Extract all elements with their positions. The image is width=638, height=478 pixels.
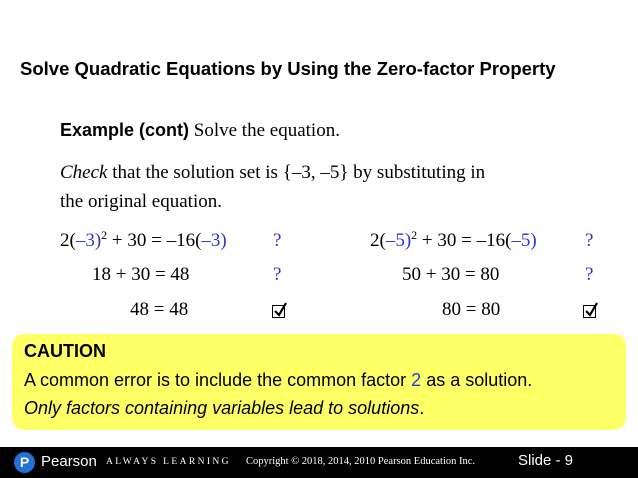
caution-line-2: Only factors containing variables lead to solutions.: [24, 398, 425, 418]
left-equation-2: 18 + 30 = 48: [92, 264, 190, 285]
example-label: Example (cont): [60, 120, 190, 140]
brand-name: Pearson: [41, 453, 97, 470]
right-equation-3: 80 = 80: [442, 299, 501, 320]
slide-title: Solve Quadratic Equations by Using the Zero-factor Property: [20, 58, 556, 79]
left-question-mark-2: ?: [273, 264, 282, 285]
left-equation-1: $2(-3)^2 + 30 = -16(-3)$: [60, 228, 227, 251]
caution-line-1: A common error is to include the common factor 2 as a solution.: [24, 370, 533, 390]
check-line-2: the original equation.: [60, 191, 222, 212]
check-box-icon: [583, 305, 596, 318]
caution-heading: CAUTION: [24, 341, 106, 361]
right-question-mark-2: ?: [585, 264, 594, 285]
left-question-mark-1: ?: [273, 230, 282, 251]
check-word: Check: [60, 162, 108, 183]
check-box-icon: [272, 305, 285, 318]
copyright: Copyright © 2018, 2014, 2010 Pearson Education Inc.: [246, 456, 476, 467]
slide-number: Slide - 9: [518, 452, 574, 469]
logo-letter: P: [19, 454, 30, 470]
left-equation-3: 48 = 48: [130, 299, 189, 320]
example-line: [60, 120, 340, 142]
right-equation-1: $2(-5)^2 + 30 = -16(-5)$: [370, 228, 537, 251]
right-equation-2: 50 + 30 = 80: [402, 264, 500, 285]
check-line-1-rest: that the solution set is {–3, –5} by substituting in: [107, 162, 486, 183]
tagline: ALWAYS LEARNING: [106, 457, 231, 467]
example-text: Solve the equation.: [193, 120, 340, 141]
right-question-mark-1: ?: [585, 230, 594, 251]
check-line-1: [60, 162, 485, 184]
